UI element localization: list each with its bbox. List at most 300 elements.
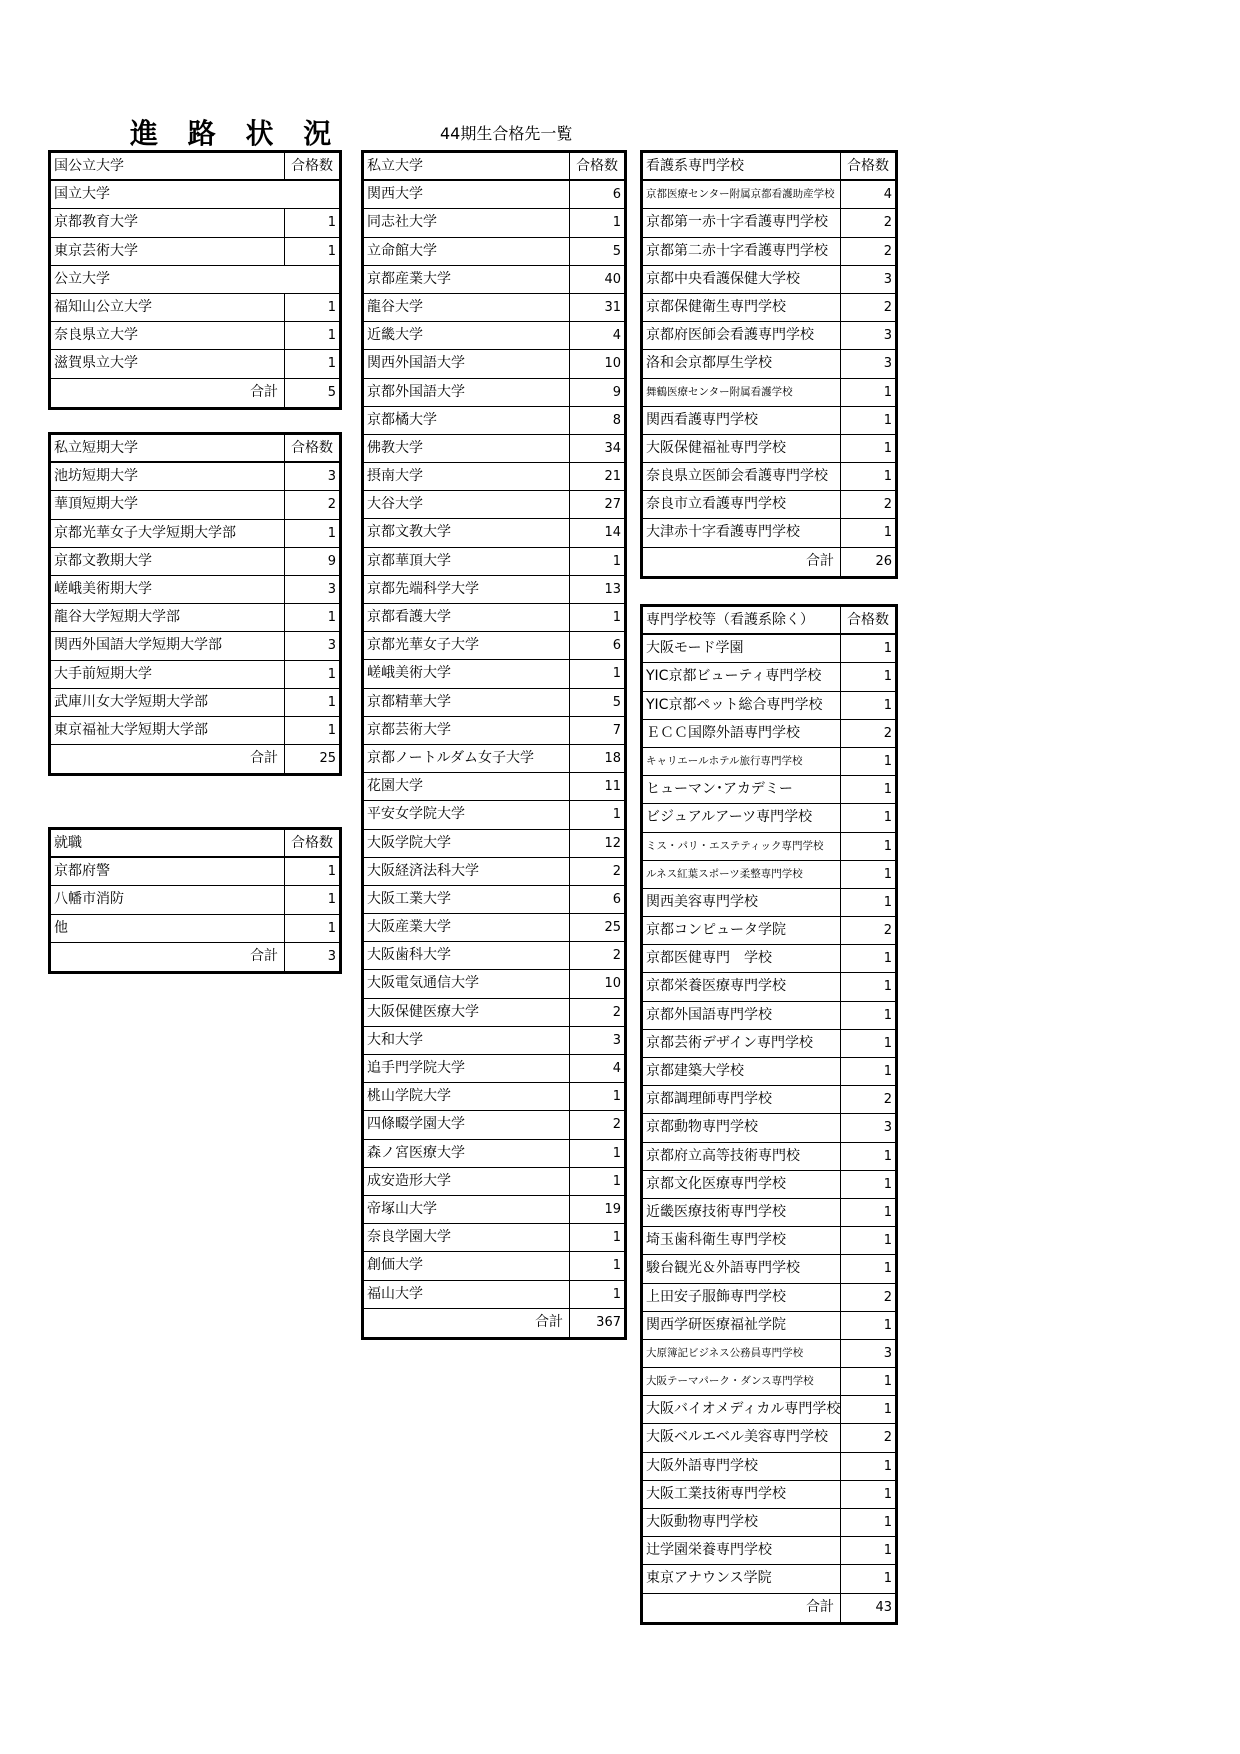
pass-count: 2 xyxy=(883,1430,892,1446)
school-name: 龍谷大学 xyxy=(364,294,570,321)
table-row xyxy=(364,407,624,435)
table-row xyxy=(364,970,624,998)
school-name: 華頂短期大学 xyxy=(51,491,285,518)
school-name: 同志社大学 xyxy=(364,209,570,236)
category-header: 看護系専門学校 xyxy=(643,153,841,179)
table-row xyxy=(364,463,624,491)
school-name: 大原簿記ビジネス公務員専門学校 xyxy=(643,1340,841,1367)
table-row xyxy=(364,660,624,688)
table-row xyxy=(643,1143,895,1171)
table-row xyxy=(643,1537,895,1565)
table-header-row xyxy=(51,153,339,181)
school-name: 上田安子服飾専門学校 xyxy=(643,1284,841,1311)
pass-count: 3 xyxy=(327,581,336,597)
table-row xyxy=(364,1196,624,1224)
school-name: ミス・パリ・エステティック専門学校 xyxy=(643,833,841,860)
school-name: 京都建築大学校 xyxy=(643,1058,841,1085)
school-name: 嵯峨美術期大学 xyxy=(51,576,285,603)
count-header: 合格数 xyxy=(576,158,618,174)
pass-count: 2 xyxy=(612,863,621,879)
school-name: 大阪産業大学 xyxy=(364,914,570,941)
pass-count: 3 xyxy=(883,328,892,344)
school-name: ビジュアルアーツ専門学校 xyxy=(643,804,841,831)
school-name: 公立大学 xyxy=(54,270,110,287)
school-name: 大阪ベルエベル美容専門学校 xyxy=(643,1424,841,1451)
school-name: 嵯峨美術大学 xyxy=(364,660,570,687)
total-count: 5 xyxy=(327,384,336,400)
pass-count: 1 xyxy=(327,666,336,682)
pass-count: 25 xyxy=(604,920,621,936)
count-header: 合格数 xyxy=(847,158,889,174)
pass-count: 1 xyxy=(883,1402,892,1418)
table-row xyxy=(643,833,895,861)
pass-count: 1 xyxy=(883,894,892,910)
school-name: 池坊短期大学 xyxy=(51,463,285,490)
total-row xyxy=(643,1594,895,1622)
school-name: 大和大学 xyxy=(364,1027,570,1054)
pass-count: 1 xyxy=(327,328,336,344)
table-row xyxy=(643,804,895,832)
school-name: 龍谷大学短期大学部 xyxy=(51,604,285,631)
pass-count: 1 xyxy=(883,1543,892,1559)
table-row xyxy=(643,1030,895,1058)
vocational-schools-table xyxy=(640,604,898,1625)
school-name: 京都外国語専門学校 xyxy=(643,1002,841,1029)
table-row xyxy=(643,1114,895,1142)
pass-count: 5 xyxy=(612,694,621,710)
school-name: 大阪工業技術専門学校 xyxy=(643,1481,841,1508)
table-row xyxy=(364,209,624,237)
school-name: 奈良県立医師会看護専門学校 xyxy=(643,463,841,490)
table-row xyxy=(643,463,895,491)
total-row xyxy=(51,379,339,407)
table-row xyxy=(643,379,895,407)
table-row xyxy=(51,238,339,266)
pass-count: 2 xyxy=(883,1092,892,1108)
pass-count: 1 xyxy=(612,807,621,823)
pass-count: 18 xyxy=(604,750,621,766)
pass-count: 3 xyxy=(883,1345,892,1361)
table-row xyxy=(643,973,895,1001)
total-label: 合計 xyxy=(364,1309,570,1337)
count-header: 合格数 xyxy=(847,612,889,628)
table-row xyxy=(364,1055,624,1083)
pass-count: 27 xyxy=(604,497,621,513)
pass-count: 1 xyxy=(883,838,892,854)
pass-count: 1 xyxy=(612,1230,621,1246)
table-row xyxy=(643,1255,895,1283)
table-header-row xyxy=(51,435,339,463)
page-title: 進 路 状 況 xyxy=(130,117,342,150)
total-label: 合計 xyxy=(51,379,285,407)
school-name: 京都芸術大学 xyxy=(364,717,570,744)
table-row xyxy=(364,379,624,407)
pass-count: 4 xyxy=(612,1061,621,1076)
school-name: 大阪工業大学 xyxy=(364,886,570,913)
table-row xyxy=(643,519,895,547)
table-row xyxy=(51,717,339,745)
school-name: 京都産業大学 xyxy=(364,266,570,293)
pass-count: 8 xyxy=(612,412,621,428)
pass-count: 34 xyxy=(604,440,621,456)
table-row xyxy=(643,1509,895,1537)
table-row xyxy=(364,717,624,745)
pass-count: 1 xyxy=(883,951,892,967)
school-name: ヒューマン･アカデミー xyxy=(643,776,841,803)
school-name: 京都看護大学 xyxy=(364,604,570,631)
table-row xyxy=(643,407,895,435)
pass-count: 11 xyxy=(604,779,621,795)
school-name: 関西美容専門学校 xyxy=(643,889,841,916)
table-row xyxy=(51,661,339,689)
pass-count: 1 xyxy=(883,440,892,456)
pass-count: 1 xyxy=(612,1173,621,1189)
school-name: 大阪電気通信大学 xyxy=(364,970,570,997)
pass-count: 1 xyxy=(612,1145,621,1161)
table-row xyxy=(643,294,895,322)
table-row xyxy=(643,1368,895,1396)
pass-count: 3 xyxy=(883,271,892,287)
school-name: 八幡市消防 xyxy=(51,886,285,913)
pass-count: 1 xyxy=(883,1317,892,1333)
table-row xyxy=(643,692,895,720)
table-row xyxy=(364,266,624,294)
school-name: 大谷大学 xyxy=(364,491,570,518)
school-name: 京都精華大学 xyxy=(364,689,570,716)
table-row xyxy=(364,294,624,322)
school-name: 舞鶴医療センター附属看護学校 xyxy=(643,379,841,406)
pass-count: 3 xyxy=(883,356,892,372)
school-name: ＥＣＣ国際外語専門学校 xyxy=(643,720,841,747)
pass-count: 2 xyxy=(883,243,892,259)
school-name: 京都第二赤十字看護専門学校 xyxy=(643,238,841,265)
pass-count: 1 xyxy=(327,920,336,936)
school-name: 京都文教期大学 xyxy=(51,548,285,575)
school-name: 京都動物専門学校 xyxy=(643,1114,841,1141)
subcategory-row xyxy=(51,266,339,294)
pass-count: 1 xyxy=(883,1571,892,1587)
pass-count: 1 xyxy=(883,641,892,657)
table-row xyxy=(643,322,895,350)
pass-count: 2 xyxy=(883,299,892,315)
total-label: 合計 xyxy=(643,548,841,576)
pass-count: 1 xyxy=(883,1486,892,1502)
table-row xyxy=(364,1224,624,1252)
count-header: 合格数 xyxy=(291,158,333,174)
pass-count: 1 xyxy=(327,694,336,710)
school-name: 大阪バイオメディカル専門学校 xyxy=(643,1396,841,1423)
school-name: 奈良市立看護専門学校 xyxy=(643,491,841,518)
pass-count: 1 xyxy=(883,669,892,685)
table-header-row xyxy=(643,153,895,181)
school-name: 駿台観光＆外語専門学校 xyxy=(643,1255,841,1282)
pass-count: 1 xyxy=(327,864,336,880)
private-universities-table xyxy=(361,150,627,1340)
table-row xyxy=(364,942,624,970)
school-name: 関西看護専門学校 xyxy=(643,407,841,434)
pass-count: 40 xyxy=(604,271,621,287)
table-row xyxy=(643,209,895,237)
school-name: 福知山公立大学 xyxy=(51,294,285,321)
table-row xyxy=(643,748,895,776)
pass-count: 1 xyxy=(883,782,892,798)
table-row xyxy=(643,1227,895,1255)
category-header: 国公立大学 xyxy=(51,153,285,179)
school-name: 京都文化医療専門学校 xyxy=(643,1171,841,1198)
total-count: 367 xyxy=(596,1314,621,1330)
pass-count: 3 xyxy=(883,1120,892,1136)
pass-count: 2 xyxy=(883,1289,892,1305)
school-name: 埼玉歯科衛生専門学校 xyxy=(643,1227,841,1254)
table-row xyxy=(364,801,624,829)
school-name: 摂南大学 xyxy=(364,463,570,490)
table-row xyxy=(643,917,895,945)
school-name: 奈良県立大学 xyxy=(51,322,285,349)
pass-count: 1 xyxy=(883,866,892,882)
table-row xyxy=(643,435,895,463)
school-name: 関西大学 xyxy=(364,181,570,208)
school-name: 大阪モード学園 xyxy=(643,635,841,662)
school-name: YIC京都ペット総合専門学校 xyxy=(643,692,841,719)
pass-count: 1 xyxy=(883,697,892,713)
school-name: 大阪学院大学 xyxy=(364,830,570,857)
pass-count: 13 xyxy=(604,581,621,597)
table-row xyxy=(51,294,339,322)
table-row xyxy=(51,322,339,350)
pass-count: 3 xyxy=(612,1032,621,1048)
school-name: 大阪保健福祉専門学校 xyxy=(643,435,841,462)
table-row xyxy=(364,1111,624,1139)
pass-count: 1 xyxy=(883,384,892,400)
school-name: 大阪経済法科大学 xyxy=(364,858,570,885)
table-row xyxy=(364,1027,624,1055)
table-row xyxy=(364,1140,624,1168)
school-name: 成安造形大学 xyxy=(364,1168,570,1195)
pass-count: 1 xyxy=(883,753,892,769)
table-header-row xyxy=(643,607,895,635)
table-row xyxy=(643,1086,895,1114)
table-row xyxy=(51,604,339,632)
pass-count: 4 xyxy=(612,328,621,344)
pass-count: 5 xyxy=(612,243,621,259)
table-row xyxy=(643,1396,895,1424)
total-label: 合計 xyxy=(51,745,285,773)
school-name: 四條畷学園大学 xyxy=(364,1111,570,1138)
school-name: 京都府警 xyxy=(51,858,285,885)
pass-count: 1 xyxy=(612,1089,621,1105)
table-row xyxy=(364,1083,624,1111)
table-row xyxy=(643,491,895,519)
table-row xyxy=(364,773,624,801)
table-row xyxy=(364,830,624,858)
table-row xyxy=(643,1199,895,1227)
pass-count: 6 xyxy=(612,891,621,907)
pass-count: 1 xyxy=(612,666,621,682)
school-name: 森ノ宮医療大学 xyxy=(364,1140,570,1167)
table-row xyxy=(364,632,624,660)
pass-count: 31 xyxy=(604,299,621,315)
pass-count: 9 xyxy=(612,384,621,400)
school-name: 近畿大学 xyxy=(364,322,570,349)
total-row xyxy=(51,943,339,971)
table-row xyxy=(51,520,339,548)
school-name: 東京福祉大学短期大学部 xyxy=(51,717,285,744)
table-row xyxy=(643,238,895,266)
table-row xyxy=(643,889,895,917)
total-count: 26 xyxy=(875,553,892,569)
table-row xyxy=(643,1453,895,1481)
total-row xyxy=(364,1309,624,1337)
table-row xyxy=(364,519,624,547)
school-name: 京都橘大学 xyxy=(364,407,570,434)
pass-count: 1 xyxy=(883,1148,892,1164)
pass-count: 2 xyxy=(327,497,336,513)
school-name: 京都文教大学 xyxy=(364,519,570,546)
school-name: 大阪外語専門学校 xyxy=(643,1453,841,1480)
table-row xyxy=(364,491,624,519)
pass-count: 2 xyxy=(883,215,892,231)
pass-count: 2 xyxy=(612,1117,621,1133)
pass-count: 1 xyxy=(883,1176,892,1192)
table-row xyxy=(51,350,339,378)
school-name: 平安女学院大学 xyxy=(364,801,570,828)
school-name: 京都府立高等技術専門校 xyxy=(643,1143,841,1170)
table-row xyxy=(51,689,339,717)
school-name: 京都府医師会看護専門学校 xyxy=(643,322,841,349)
school-name: 辻学園栄養専門学校 xyxy=(643,1537,841,1564)
school-name: 桃山学院大学 xyxy=(364,1083,570,1110)
pass-count: 10 xyxy=(604,356,621,372)
school-name: 関西外国語大学短期大学部 xyxy=(51,632,285,659)
count-header: 合格数 xyxy=(291,835,333,851)
pass-count: 1 xyxy=(327,892,336,908)
school-name: 京都保健衛生専門学校 xyxy=(643,294,841,321)
pass-count: 1 xyxy=(612,1258,621,1274)
total-label: 合計 xyxy=(643,1594,841,1622)
pass-count: 1 xyxy=(883,412,892,428)
table-row xyxy=(643,1284,895,1312)
school-name: 国立大学 xyxy=(54,186,110,203)
school-name: 関西外国語大学 xyxy=(364,350,570,377)
school-name: 京都調理師専門学校 xyxy=(643,1086,841,1113)
pass-count: 6 xyxy=(612,638,621,654)
school-name: キャリエールホテル旅行専門学校 xyxy=(643,748,841,775)
subcategory-row xyxy=(51,181,339,209)
school-name: YIC京都ビューティ専門学校 xyxy=(643,663,841,690)
school-name: 京都芸術デザイン専門学校 xyxy=(643,1030,841,1057)
school-name: 洛和会京都厚生学校 xyxy=(643,350,841,377)
school-name: 大阪保健医療大学 xyxy=(364,999,570,1026)
pass-count: 1 xyxy=(327,610,336,626)
school-name: 京都外国語大学 xyxy=(364,379,570,406)
pass-count: 21 xyxy=(604,469,621,485)
table-row xyxy=(643,945,895,973)
employment-table xyxy=(48,827,342,974)
national-universities-table xyxy=(48,150,342,410)
pass-count: 1 xyxy=(612,215,621,231)
table-row xyxy=(364,1168,624,1196)
table-row xyxy=(364,350,624,378)
category-header: 就職 xyxy=(51,830,285,856)
school-name: 京都華頂大学 xyxy=(364,548,570,575)
pass-count: 3 xyxy=(327,469,336,485)
table-row xyxy=(643,861,895,889)
table-row xyxy=(364,576,624,604)
school-name: 他 xyxy=(51,915,285,942)
school-name: 京都光華女子大学短期大学部 xyxy=(51,520,285,547)
total-row xyxy=(51,745,339,773)
pass-count: 2 xyxy=(612,1004,621,1020)
pass-count: 1 xyxy=(883,469,892,485)
school-name: 大阪動物専門学校 xyxy=(643,1509,841,1536)
school-name: 東京アナウンス学院 xyxy=(643,1565,841,1592)
pass-count: 1 xyxy=(612,610,621,625)
table-row xyxy=(364,886,624,914)
total-count: 43 xyxy=(875,1599,892,1615)
school-name: ルネス紅葉スポーツ柔整専門学校 xyxy=(643,861,841,888)
count-header: 合格数 xyxy=(291,440,333,456)
school-name: 帝塚山大学 xyxy=(364,1196,570,1223)
table-header-row xyxy=(364,153,624,181)
pass-count: 7 xyxy=(612,722,621,738)
school-name: 京都第一赤十字看護専門学校 xyxy=(643,209,841,236)
table-row xyxy=(364,858,624,886)
school-name: 創価大学 xyxy=(364,1252,570,1279)
table-row xyxy=(364,604,624,632)
school-name: 大阪テーマパーク・ダンス専門学校 xyxy=(643,1368,841,1395)
category-header: 私立大学 xyxy=(364,153,570,179)
page-subtitle: 44期生合格先一覧 xyxy=(440,124,573,143)
table-row xyxy=(643,1171,895,1199)
school-name: 奈良学園大学 xyxy=(364,1224,570,1251)
table-row xyxy=(364,999,624,1027)
pass-count: 1 xyxy=(327,356,336,372)
pass-count: 1 xyxy=(327,243,336,259)
pass-count: 12 xyxy=(604,835,621,851)
school-name: 花園大学 xyxy=(364,773,570,800)
school-name: 東京芸術大学 xyxy=(51,238,285,265)
pass-count: 1 xyxy=(883,1007,892,1023)
school-name: 大手前短期大学 xyxy=(51,661,285,688)
table-row xyxy=(51,209,339,237)
table-row xyxy=(51,858,339,886)
pass-count: 2 xyxy=(883,725,892,741)
table-row xyxy=(643,181,895,209)
table-row xyxy=(643,266,895,294)
pass-count: 1 xyxy=(327,722,336,738)
pass-count: 1 xyxy=(883,1261,892,1277)
pass-count: 1 xyxy=(883,525,892,541)
pass-count: 2 xyxy=(883,497,892,513)
table-row xyxy=(364,322,624,350)
junior-colleges-table xyxy=(48,432,342,776)
pass-count: 2 xyxy=(883,923,892,939)
table-row xyxy=(643,720,895,748)
pass-count: 1 xyxy=(883,1458,892,1474)
category-header: 専門学校等（看護系除く） xyxy=(643,607,841,633)
table-row xyxy=(643,1312,895,1340)
table-row xyxy=(364,1281,624,1309)
school-name: 関西学研医療福祉学院 xyxy=(643,1312,841,1339)
school-name: 立命館大学 xyxy=(364,238,570,265)
school-name: 京都医健専門 学校 xyxy=(643,945,841,972)
pass-count: 4 xyxy=(883,187,892,203)
table-row xyxy=(643,635,895,663)
school-name: 京都光華女子大学 xyxy=(364,632,570,659)
table-row xyxy=(364,1252,624,1280)
school-name: 京都ノートルダム女子大学 xyxy=(364,745,570,772)
table-row xyxy=(51,491,339,519)
